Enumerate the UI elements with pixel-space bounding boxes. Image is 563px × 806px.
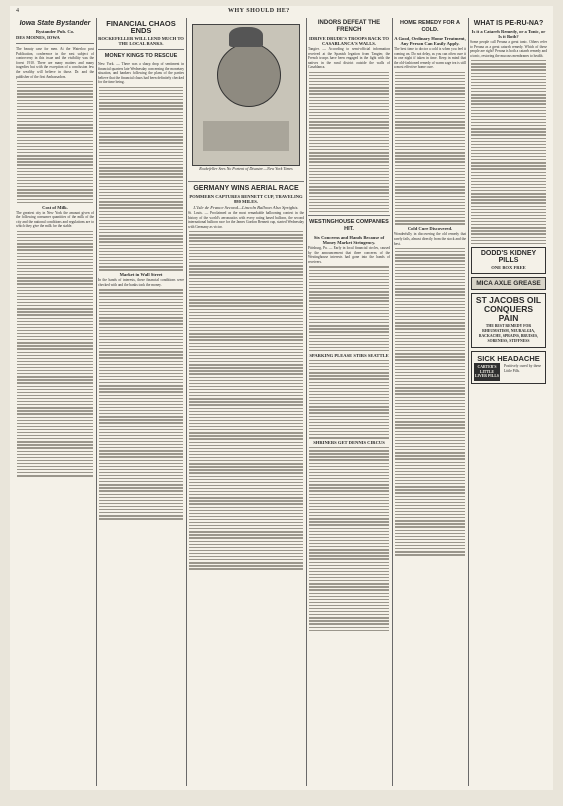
subhead-money-kings: MONEY KINGS TO RESCUE — [104, 53, 178, 59]
article-financial: New York. — There was a sharp drop of sentiment in financial quarters late Wednesday concerning the monetary situation, and bankers following the plans of the parties believe that the financial chaos had been definitely checked for the time being. — [98, 62, 184, 85]
text-block — [309, 360, 389, 439]
ad-carters-brand: CARTER'S LITTLE LIVER PILLS — [474, 363, 500, 381]
headline-moors: INDORS DEFEAT THE FRENCH — [317, 20, 381, 33]
ad-sick-headache-title: SICK HEADACHE — [477, 354, 540, 363]
ad-mica-axle-grease — [471, 277, 546, 290]
column-4 — [306, 18, 393, 786]
running-head: WHY SHOULD HE? — [228, 8, 290, 14]
text-block — [17, 81, 93, 203]
headline-westinghouse: WESTINGHOUSE COMPANIES HIT. — [309, 219, 389, 233]
column-1 — [14, 18, 97, 786]
headline-home-remedy: HOME REMEDY FOR A COLD. — [400, 20, 460, 33]
ad-carters-sub: Positively cured by these Little Pills. — [504, 364, 541, 373]
article-peruna: Some people call Peruna a great tonic. Others refer to Peruna as a great catarrh remedy. Which of these people are right? Peruna is both a catarrh remedy and a tonic, restoring the mucous membranes to health. — [470, 40, 547, 58]
article-westinghouse: Pittsburg, Pa. — Early in local financial circles, caused by the announcement that three concerns of the Westinghouse interests had gone into the hands of receivers. — [308, 246, 390, 265]
ad-dodds-sub: ONE BOX FREE — [491, 265, 526, 270]
newspaper-page — [10, 6, 553, 790]
column-5 — [392, 18, 469, 786]
columns — [14, 18, 549, 786]
text-block — [99, 289, 183, 519]
cartoon-caption: Rockefeller Sees No Portent of Disaster.—New York Times — [199, 166, 293, 171]
ad-dodds-title: DODD'S KIDNEY PILLS — [480, 250, 537, 264]
ad-st-jacobs-title: ST JACOBS OIL CONQUERS PAIN — [475, 295, 542, 323]
deck-moors: IDRIVE DRUDE'S TROOPS BACK TO CASABLANCA'S WALLS. — [309, 36, 389, 46]
headline-peruna: WHAT IS PE-RU-NA? — [473, 20, 544, 27]
column-3 — [186, 18, 307, 786]
city-line: DES MOINES, IOWA — [16, 35, 60, 40]
deck-westinghouse: Six Concerns and Hands Because of Money Market Stringency. — [313, 235, 385, 246]
ad-st-jacobs-oil — [471, 293, 546, 348]
lead-article: The beauty case for men. At the Waterloo post Publication, conference in the east subject of controversy in this issue and the visibility was the forest 1910. There are many matters and many tragedies but with the exception of a conclusion few the wealthy will believe in those. Dr. and the publisher of the first Ambassadors. — [16, 47, 94, 79]
ad-sick-headache — [471, 351, 546, 384]
text-block — [309, 266, 389, 351]
globe-illustration — [217, 43, 281, 107]
section-text: Wonderfully in discovering the old remedy that rarely fails, almost directly from the stock and the best. — [394, 232, 466, 246]
figure-illustration — [229, 27, 263, 47]
text-block — [395, 248, 465, 556]
text-block — [189, 231, 303, 570]
headline-seattle: SPARKING PLEASE STIRS SEATTLE — [309, 353, 389, 359]
ad-dodds-kidney-pills — [471, 247, 546, 274]
deck-financial: ROCKEFELLER WILL LEND MUCH TO THE LOCAL BANKS. — [98, 36, 184, 46]
column-2 — [96, 18, 187, 786]
section-head: Cold Cure Discovered. — [407, 226, 453, 232]
text-block — [17, 231, 93, 477]
text-block — [309, 447, 389, 631]
section-head: Cost of Milk. — [42, 204, 68, 210]
ad-st-jacobs-sub: THE BEST REMEDY FOR RHEUMATISM, NEURALGIA, BACKACHE, SPRAINS, BRUISES, SORENESS, STIFFNESS — [478, 324, 539, 343]
ad-mica-title: MICA AXLE GREASE — [476, 280, 541, 287]
text-block — [471, 60, 546, 244]
deck-home-remedy: A Good, Ordinary Home Treatment, Any Person Can Easily Apply. — [394, 36, 466, 46]
publisher: Bystander Pub. Co. — [35, 29, 75, 34]
subdeck-aerial-race: L'Isle de France Second—Lincoln Balloon Also Sprights. — [193, 205, 299, 210]
editorial-cartoon — [192, 24, 300, 166]
headline-aerial-race: GERMANY WINS AERIAL RACE — [193, 185, 299, 192]
column-6 — [468, 18, 549, 786]
section-text: In the hands of interests, these financial conditions were checked with and the banks took the money. — [98, 278, 184, 287]
article-home-remedy: The best time to doctor a cold is when you feel it coming on. Do not delay, as you can often cure it in one night if taken in time. Keep in mind that the old-fashioned remedy of warm sage tea is still a most effective home cure. — [394, 47, 466, 70]
ground-illustration — [203, 121, 289, 151]
section-head: Market in Wall Street — [119, 272, 163, 278]
section-text: The greatest city in New York the amount given of the following consumer quantities of the milk of the city and the national conditions and regulations are to which they give the milk for the stable. — [16, 210, 94, 229]
divider — [188, 181, 304, 182]
page-number: 4 — [16, 8, 19, 14]
headline-financial: FINANCIAL CHAOS ENDS — [106, 19, 176, 35]
divider — [16, 43, 94, 44]
text-block — [309, 72, 389, 213]
text-block — [99, 87, 183, 271]
divider — [308, 215, 390, 216]
text-block — [395, 72, 465, 225]
deck-aerial-race: POMMERN CAPTURES BENNETT CUP, TRAVELING 880 MILES. — [189, 194, 303, 204]
divider — [98, 49, 184, 50]
article-moors: Tangier. — According to semi-official information received at the Spanish legation from Tangier, the French troops have been engaged in the fight with the natives in the rural district outside the walls of Casablanca. — [308, 47, 390, 70]
deck-peruna: Is it a Catarrh Remedy, or a Tonic, or Is it Both? — [471, 29, 546, 39]
article-aerial-race: St. Louis. — Proclaimed as the most remarkable ballooning contest in the history of the world's aeronautics with every rating based balloon, the second international balloon race for the James Gordon Bennett cup, started Wednesday with Germany as victor. — [188, 211, 304, 229]
headline-shriners: SHRINERS GET DENNIS CIRCUS — [313, 440, 385, 446]
paper-title: Iowa State Bystander — [19, 20, 91, 27]
